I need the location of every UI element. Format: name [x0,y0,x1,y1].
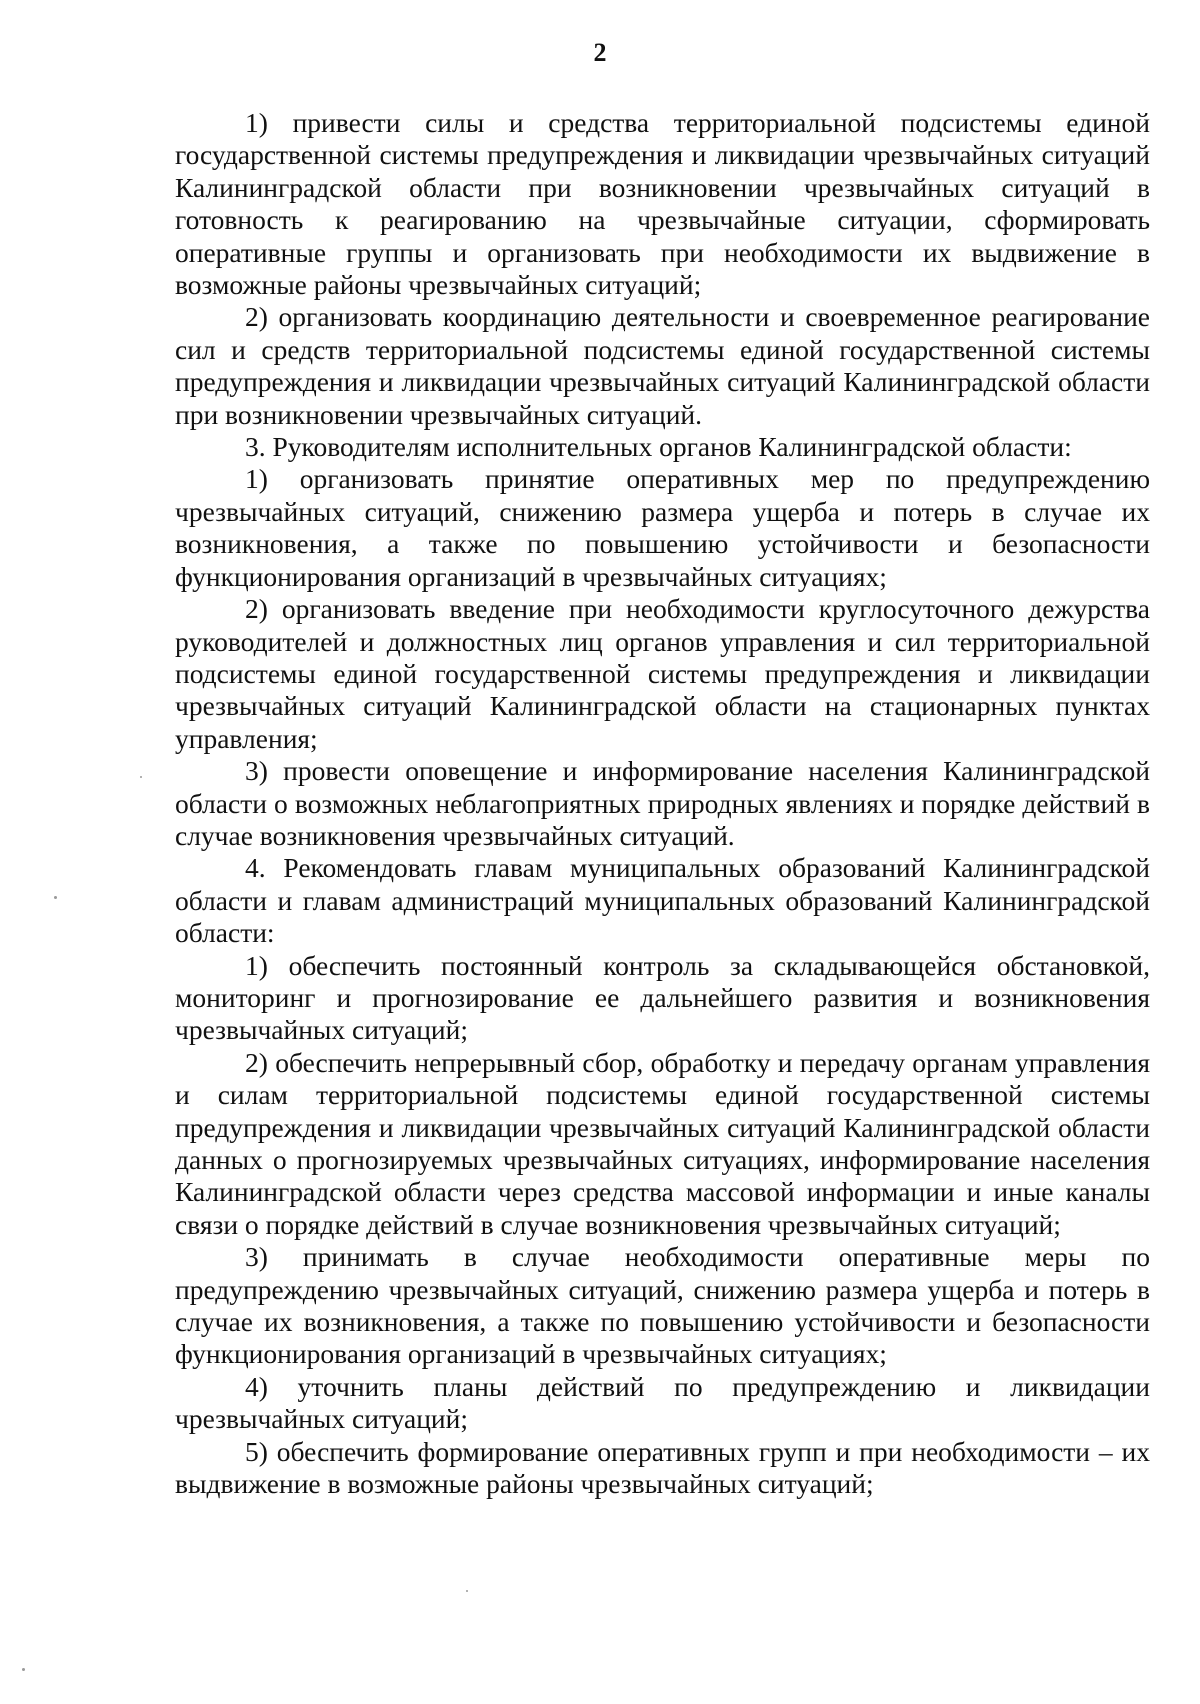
scan-speck [466,1590,468,1592]
paragraph-4-2: 2) обеспечить непрерывный сбор, обработку и передачу органам управления и силам территориальной подсистемы единой государственной системы предупреждения и ликвидации чрезвычайных ситуаций Калининградской области данных о прогнозируемых чрезвычайных ситуациях, информирование населения Калининградской области через средства массовой информации и иные каналы связи о порядке действий в случае возникновения чрезвычайных ситуаций; [175,1046,1150,1240]
paragraph-3-1: 1) организовать принятие оперативных мер по предупреждению чрезвычайных ситуаций, снижению размера ущерба и потерь в случае их возникновения, а также по повышению устойчивости и безопасности функционирования организаций в чрезвычайных ситуациях; [175,463,1150,592]
paragraph-4-3: 3) принимать в случае необходимости оперативные меры по предупреждению чрезвычайных ситуаций, снижению размера ущерба и потерь в случае их возникновения, а также по повышению устойчивости и безопасности функционирования организаций в чрезвычайных ситуациях; [175,1241,1150,1370]
scan-speck [22,1668,25,1671]
paragraph-3-heading: 3. Руководителям исполнительных органов Калининградской области: [245,431,1072,463]
paragraph-2-2: 2) организовать координацию деятельности и своевременное реагирование сил и средств территориальной подсистемы единой государственной системы предупреждения и ликвидации чрезвычайных ситуаций Калининградской области при возникновении чрезвычайных ситуаций. [175,301,1150,430]
paragraph-4-heading: 4. Рекомендовать главам муниципальных образований Калининградской области и главам администраций муниципальных образований Калининградской области: [175,852,1150,949]
paragraph-2-1: 1) привести силы и средства территориальной подсистемы единой государственной системы предупреждения и ликвидации чрезвычайных ситуаций Калининградской области при возникновении чрезвычайных ситуаций в готовность к реагированию на чрезвычайные ситуации, сформировать оперативные группы и организовать при необходимости их выдвижение в возможные районы чрезвычайных ситуаций; [175,107,1150,301]
paragraph-3-2: 2) организовать введение при необходимости круглосуточного дежурства руководителей и должностных лиц органов управления и сил территориальной подсистемы единой государственной системы предупреждения и ликвидации чрезвычайных ситуаций Калининградской области на стационарных пунктах управления; [175,593,1150,754]
paragraph-3-3: 3) провести оповещение и информирование населения Калининградской области о возможных неблагоприятных природных явлениях и порядке действий в случае возникновения чрезвычайных ситуаций. [175,755,1150,851]
paragraph-4-4: 4) уточнить планы действий по предупреждению и ликвидации чрезвычайных ситуаций; [175,1370,1150,1435]
paragraph-4-5: 5) обеспечить формирование оперативных групп и при необходимости – их выдвижение в возможные районы чрезвычайных ситуаций; [175,1435,1150,1500]
page-number: 2 [593,38,607,67]
scan-speck [140,776,142,778]
scan-speck [54,896,57,899]
document-body [175,107,1150,1500]
paragraph-4-1: 1) обеспечить постоянный контроль за складывающейся обстановкой, мониторинг и прогнозирование ее дальнейшего развития и возникновения чрезвычайных ситуаций; [175,949,1150,1046]
